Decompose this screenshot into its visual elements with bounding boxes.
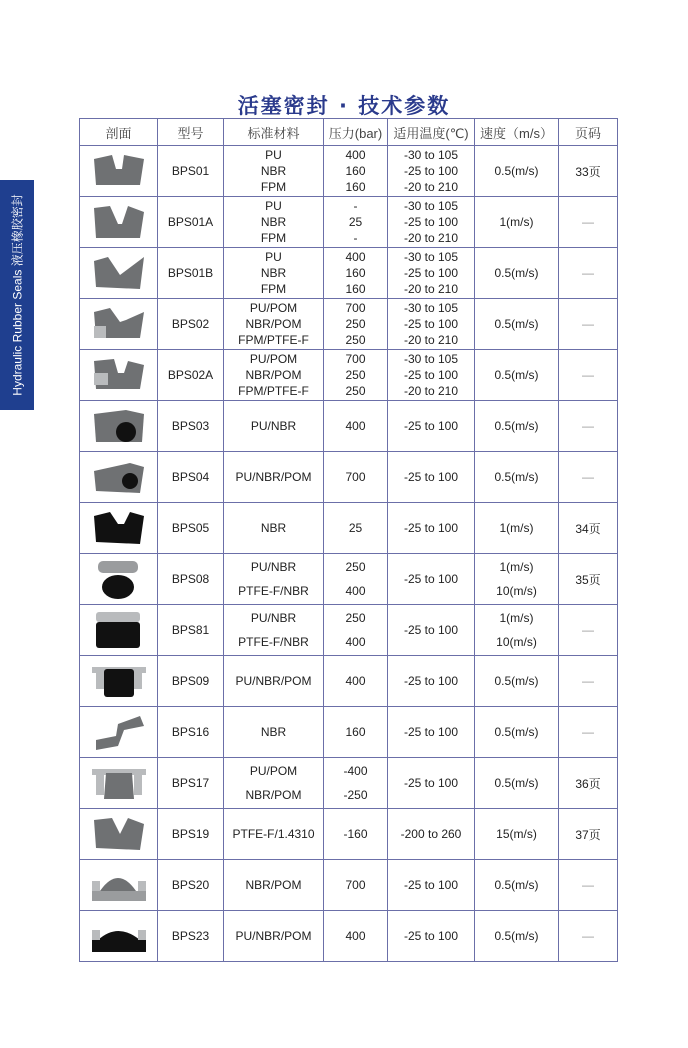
model-cell: BPS04 (158, 452, 224, 503)
pressure-value: 400 (345, 674, 366, 688)
page-cell: — (559, 656, 618, 707)
speed-value: 0.5(m/s) (494, 164, 539, 178)
seal-profile-icon (90, 559, 148, 599)
speed-cell (475, 911, 559, 962)
speed-value: 1(m/s) (499, 611, 534, 625)
pressure-cell (324, 248, 388, 299)
materials-value: FPM (260, 180, 287, 194)
profile-cell (80, 248, 158, 299)
table-row (80, 299, 618, 350)
table-row (80, 197, 618, 248)
table-row (80, 146, 618, 197)
pressure-value: 400 (345, 419, 366, 433)
speed-cell (475, 707, 559, 758)
model-cell: BPS20 (158, 860, 224, 911)
speed-value: 10(m/s) (496, 584, 537, 598)
materials-value: PU/POM (249, 301, 298, 315)
profile-cell (80, 452, 158, 503)
speed-cell (475, 248, 559, 299)
speed-value: 1(m/s) (499, 521, 534, 535)
materials-value: NBR/POM (245, 317, 302, 331)
page-cell: 34页 (559, 503, 618, 554)
temp-value: -25 to 100 (403, 623, 459, 637)
speed-cell (475, 809, 559, 860)
temp-value: -25 to 100 (403, 419, 459, 433)
model-cell: BPS17 (158, 758, 224, 809)
materials-cell (224, 452, 324, 503)
temp-value: -20 to 210 (403, 333, 459, 347)
temp-value: -25 to 100 (403, 674, 459, 688)
page-cell: — (559, 707, 618, 758)
profile-cell (80, 299, 158, 350)
materials-value: NBR (260, 521, 287, 535)
model-cell: BPS02 (158, 299, 224, 350)
pressure-value: 250 (345, 368, 366, 382)
table-row (80, 401, 618, 452)
temp-value: -25 to 100 (403, 521, 459, 535)
header-cell: 剖面 (80, 119, 158, 146)
pressure-value: 250 (345, 611, 366, 625)
materials-value: PU (265, 199, 282, 213)
table-row (80, 248, 618, 299)
seal-profile-icon (90, 610, 148, 650)
pressure-value: 160 (345, 725, 366, 739)
speed-value: 1(m/s) (499, 560, 534, 574)
seal-profile-icon (90, 763, 148, 803)
profile-cell (80, 146, 158, 197)
temp-value: -200 to 260 (400, 827, 462, 841)
table-row (80, 554, 618, 605)
pressure-cell (324, 707, 388, 758)
temp-value: -25 to 100 (403, 215, 459, 229)
temp-cell (388, 911, 475, 962)
profile-cell (80, 911, 158, 962)
materials-value: PU/NBR/POM (235, 929, 312, 943)
pressure-value: -250 (343, 788, 368, 802)
page-cell: — (559, 299, 618, 350)
temp-cell (388, 860, 475, 911)
table-row (80, 656, 618, 707)
speed-value: 0.5(m/s) (494, 470, 539, 484)
materials-cell (224, 248, 324, 299)
table-row (80, 758, 618, 809)
profile-cell (80, 605, 158, 656)
materials-value: PU/POM (249, 352, 298, 366)
pressure-value: 400 (345, 929, 366, 943)
temp-value: -25 to 100 (403, 368, 459, 382)
pressure-value: -160 (343, 827, 368, 841)
speed-cell (475, 350, 559, 401)
pressure-value: 400 (345, 584, 366, 598)
seal-profile-icon (90, 253, 148, 293)
temp-value: -20 to 210 (403, 180, 459, 194)
pressure-value: 160 (345, 282, 366, 296)
materials-value: PU (265, 148, 282, 162)
table-row (80, 911, 618, 962)
model-cell: BPS02A (158, 350, 224, 401)
profile-cell (80, 401, 158, 452)
temp-value: -25 to 100 (403, 164, 459, 178)
page-cell: — (559, 248, 618, 299)
table-row (80, 860, 618, 911)
temp-cell (388, 554, 475, 605)
materials-value: PTFE-F/1.4310 (232, 827, 315, 841)
speed-cell (475, 197, 559, 248)
pressure-value: 400 (345, 148, 366, 162)
temp-value: -25 to 100 (403, 929, 459, 943)
page-cell: — (559, 452, 618, 503)
temp-value: -30 to 105 (403, 250, 459, 264)
speed-value: 0.5(m/s) (494, 419, 539, 433)
page-cell: 33页 (559, 146, 618, 197)
header-cell: 压力(bar) (324, 119, 388, 146)
materials-cell (224, 605, 324, 656)
model-cell: BPS23 (158, 911, 224, 962)
side-section-tab (0, 180, 34, 410)
temp-cell (388, 707, 475, 758)
speed-cell (475, 299, 559, 350)
page-title: 活塞密封 · 技术参数 (237, 94, 451, 118)
profile-cell (80, 707, 158, 758)
profile-cell (80, 197, 158, 248)
materials-value: PU/NBR (250, 611, 297, 625)
temp-cell (388, 452, 475, 503)
pressure-cell (324, 146, 388, 197)
temp-cell (388, 146, 475, 197)
materials-cell (224, 911, 324, 962)
header-cell: 标准材料 (224, 119, 324, 146)
pressure-cell (324, 503, 388, 554)
materials-value: NBR/POM (245, 788, 302, 802)
speed-cell (475, 758, 559, 809)
seal-profile-icon (90, 865, 148, 905)
page-cell: — (559, 860, 618, 911)
model-cell: BPS16 (158, 707, 224, 758)
pressure-cell (324, 809, 388, 860)
seal-profile-icon (90, 355, 148, 395)
model-cell: BPS09 (158, 656, 224, 707)
pressure-value: 25 (348, 521, 363, 535)
speed-value: 0.5(m/s) (494, 878, 539, 892)
model-cell: BPS01 (158, 146, 224, 197)
materials-value: PU/POM (249, 764, 298, 778)
materials-cell (224, 503, 324, 554)
temp-cell (388, 605, 475, 656)
temp-value: -20 to 210 (403, 384, 459, 398)
speed-value: 0.5(m/s) (494, 929, 539, 943)
materials-cell (224, 299, 324, 350)
materials-cell (224, 707, 324, 758)
temp-value: -20 to 210 (403, 231, 459, 245)
temp-cell (388, 758, 475, 809)
temp-value: -25 to 100 (403, 317, 459, 331)
page-cell: 37页 (559, 809, 618, 860)
materials-value: PU/NBR (250, 560, 297, 574)
materials-cell (224, 197, 324, 248)
materials-value: NBR (260, 266, 287, 280)
temp-value: -25 to 100 (403, 878, 459, 892)
materials-cell (224, 809, 324, 860)
seal-profile-icon (90, 457, 148, 497)
materials-value: NBR (260, 215, 287, 229)
temp-cell (388, 809, 475, 860)
materials-value: PTFE-F/NBR (238, 584, 309, 598)
temp-cell (388, 299, 475, 350)
pressure-value: 160 (345, 164, 366, 178)
page-cell: 36页 (559, 758, 618, 809)
pressure-cell (324, 605, 388, 656)
pressure-cell (324, 401, 388, 452)
page-cell: — (559, 605, 618, 656)
model-cell: BPS19 (158, 809, 224, 860)
temp-cell (388, 350, 475, 401)
temp-cell (388, 656, 475, 707)
speed-value: 0.5(m/s) (494, 776, 539, 790)
pressure-cell (324, 350, 388, 401)
pressure-cell (324, 758, 388, 809)
page-cell: — (559, 401, 618, 452)
pressure-value: 160 (345, 180, 366, 194)
model-cell: BPS03 (158, 401, 224, 452)
pressure-value: 250 (345, 560, 366, 574)
page-cell: — (559, 197, 618, 248)
materials-value: NBR/POM (245, 878, 302, 892)
table-row (80, 452, 618, 503)
spec-table (79, 118, 618, 962)
table-row (80, 605, 618, 656)
seal-profile-icon (90, 304, 148, 344)
pressure-value: 400 (345, 635, 366, 649)
speed-value: 0.5(m/s) (494, 725, 539, 739)
materials-cell (224, 146, 324, 197)
speed-cell (475, 605, 559, 656)
materials-value: NBR (260, 725, 287, 739)
materials-cell (224, 554, 324, 605)
side-tab-label: Hydraulic Rubber Seals 液压橡胶密封 (10, 194, 25, 396)
speed-value: 0.5(m/s) (494, 368, 539, 382)
temp-value: -30 to 105 (403, 301, 459, 315)
materials-cell (224, 401, 324, 452)
table-row (80, 809, 618, 860)
seal-profile-icon (90, 661, 148, 701)
temp-value: -30 to 105 (403, 352, 459, 366)
model-cell: BPS01A (158, 197, 224, 248)
pressure-value: - (353, 231, 358, 245)
profile-cell (80, 554, 158, 605)
pressure-cell (324, 554, 388, 605)
seal-profile-icon (90, 202, 148, 242)
table-row (80, 350, 618, 401)
temp-value: -25 to 100 (403, 776, 459, 790)
materials-value: FPM/PTFE-F (238, 333, 309, 347)
model-cell: BPS05 (158, 503, 224, 554)
seal-profile-icon (90, 508, 148, 548)
profile-cell (80, 758, 158, 809)
materials-value: FPM (260, 231, 287, 245)
model-cell: BPS08 (158, 554, 224, 605)
materials-value: NBR/POM (245, 368, 302, 382)
pressure-cell (324, 911, 388, 962)
seal-profile-icon (90, 814, 148, 854)
header-cell: 适用温度(℃) (388, 119, 475, 146)
temp-value: -20 to 210 (403, 282, 459, 296)
pressure-value: 250 (345, 333, 366, 347)
speed-value: 0.5(m/s) (494, 317, 539, 331)
speed-cell (475, 503, 559, 554)
materials-value: FPM/PTFE-F (238, 384, 309, 398)
pressure-value: 700 (345, 301, 366, 315)
materials-value: PTFE-F/NBR (238, 635, 309, 649)
speed-cell (475, 554, 559, 605)
table-row (80, 503, 618, 554)
speed-value: 0.5(m/s) (494, 674, 539, 688)
profile-cell (80, 809, 158, 860)
seal-profile-icon (90, 712, 148, 752)
speed-value: 15(m/s) (496, 827, 537, 841)
materials-value: PU/NBR (250, 419, 297, 433)
pressure-value: 700 (345, 352, 366, 366)
speed-cell (475, 401, 559, 452)
pressure-value: - (353, 199, 358, 213)
materials-value: PU (265, 250, 282, 264)
speed-value: 10(m/s) (496, 635, 537, 649)
temp-value: -25 to 100 (403, 572, 459, 586)
speed-cell (475, 860, 559, 911)
profile-cell (80, 503, 158, 554)
materials-value: FPM (260, 282, 287, 296)
table-row (80, 707, 618, 758)
temp-value: -25 to 100 (403, 470, 459, 484)
seal-profile-icon (90, 151, 148, 191)
speed-cell (475, 146, 559, 197)
pressure-cell (324, 299, 388, 350)
page-cell: 35页 (559, 554, 618, 605)
pressure-value: 250 (345, 317, 366, 331)
pressure-value: 250 (345, 384, 366, 398)
speed-value: 0.5(m/s) (494, 266, 539, 280)
page-cell: — (559, 911, 618, 962)
materials-value: PU/NBR/POM (235, 674, 312, 688)
seal-profile-icon (90, 916, 148, 956)
pressure-cell (324, 656, 388, 707)
materials-cell (224, 350, 324, 401)
materials-value: PU/NBR/POM (235, 470, 312, 484)
materials-cell (224, 860, 324, 911)
temp-value: -30 to 105 (403, 148, 459, 162)
model-cell: BPS81 (158, 605, 224, 656)
pressure-value: -400 (343, 764, 368, 778)
profile-cell (80, 860, 158, 911)
table-header-row (80, 119, 618, 146)
pressure-cell (324, 452, 388, 503)
temp-cell (388, 503, 475, 554)
temp-cell (388, 248, 475, 299)
pressure-cell (324, 197, 388, 248)
seal-profile-icon (90, 406, 148, 446)
pressure-value: 700 (345, 878, 366, 892)
page-cell: — (559, 350, 618, 401)
profile-cell (80, 656, 158, 707)
pressure-value: 700 (345, 470, 366, 484)
speed-value: 1(m/s) (499, 215, 534, 229)
temp-value: -25 to 100 (403, 266, 459, 280)
temp-value: -30 to 105 (403, 199, 459, 213)
pressure-value: 400 (345, 250, 366, 264)
header-cell: 型号 (158, 119, 224, 146)
profile-cell (80, 350, 158, 401)
materials-value: NBR (260, 164, 287, 178)
temp-value: -25 to 100 (403, 725, 459, 739)
model-cell: BPS01B (158, 248, 224, 299)
materials-cell (224, 656, 324, 707)
speed-cell (475, 656, 559, 707)
speed-cell (475, 452, 559, 503)
temp-cell (388, 401, 475, 452)
header-cell: 页码 (559, 119, 618, 146)
pressure-value: 25 (348, 215, 363, 229)
materials-cell (224, 758, 324, 809)
pressure-cell (324, 860, 388, 911)
pressure-value: 160 (345, 266, 366, 280)
header-cell: 速度（m/s） (475, 119, 559, 146)
temp-cell (388, 197, 475, 248)
